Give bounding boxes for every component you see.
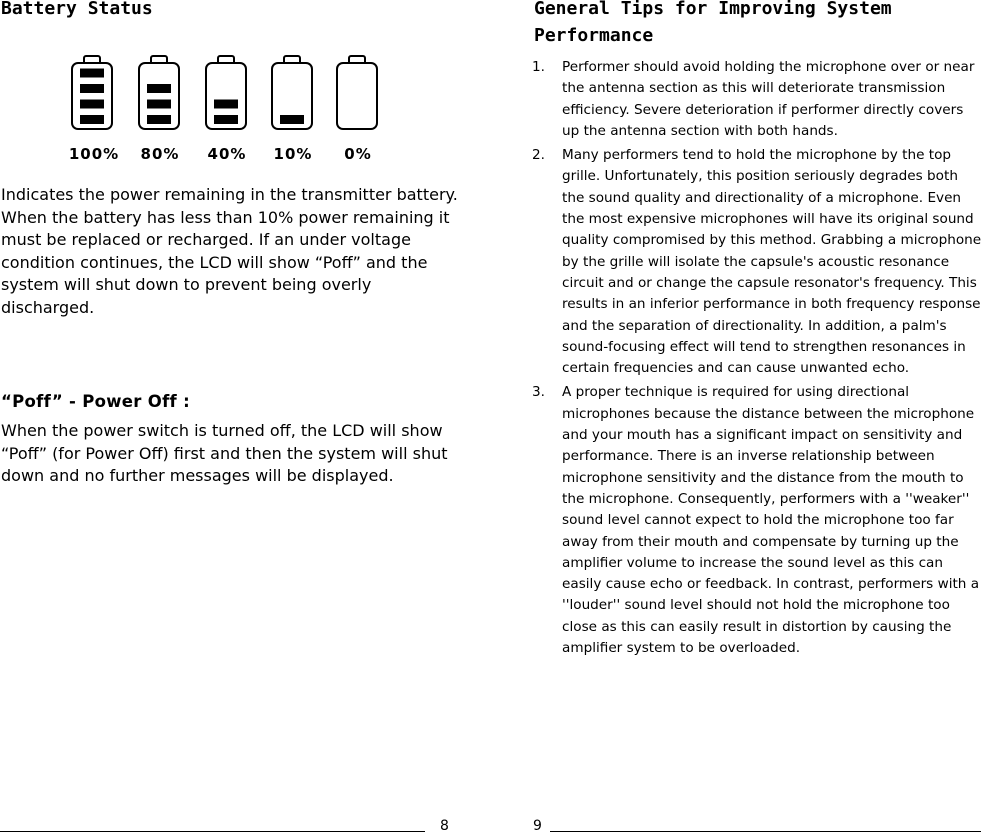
right-footer-rule: [550, 831, 981, 832]
left-footer-rule: [0, 831, 425, 832]
tips-heading: General Tips for Improving System Performance: [534, 0, 892, 46]
tip-number: 1.: [532, 59, 545, 75]
battery-charge-bar: [147, 115, 171, 124]
tip-number: 2.: [532, 147, 545, 164]
battery-charge-bar: [214, 100, 238, 109]
tip-text: Performer should avoid holding the microphone over or near the antenna section as this will deteriorate transmission efficiency. Severe deterioration if performer directly covers up the antenna section with both hands.: [562, 59, 975, 139]
battery-charge-bar: [147, 100, 171, 109]
battery-icon-10: [270, 55, 314, 131]
battery-description: Indicates the power remaining in the transmitter battery. When the battery has less than 10% power remaining it must be replaced or recharged. If an under voltage condition continues, the LCD will show “Poff” and the system will shut down to prevent being overly discharged.: [1, 185, 458, 317]
battery-charge-bar: [280, 115, 304, 124]
tip-text: Many performers tend to hold the microphone by the top grille. Unfortunately, this position seriously degrades both the sound quality and directionality of a microphone. Even the most expensive microphones will have its original sound quality compromised by this method. Grabbing a microphone by the grille will isolate the capsule's acoustic resonance circuit and or change the capsule resonator's frequency. This results in an inferior performance in both frequency response and the separation of directionality. In addition, a palm's sound-focusing effect will tend to strengthen resonances in certain frequencies and can cause unwanted echo.: [562, 147, 981, 377]
battery-level-legend: [70, 55, 390, 165]
battery-svg: [204, 55, 248, 131]
battery-body: [337, 63, 377, 129]
poff-description: When the power switch is turned off, the LCD will show “Poff” (for Power Off) first and then the system will shut down and no further messages will be displayed.: [1, 421, 448, 485]
battery-charge-bar: [147, 84, 171, 93]
battery-label-80: 80%: [140, 145, 180, 163]
battery-label-100: 100%: [68, 145, 120, 163]
battery-charge-bar: [80, 69, 104, 78]
battery-icon-100: [70, 55, 114, 131]
tip-item: [530, 145, 981, 379]
tips-list: [530, 57, 981, 662]
battery-svg: [270, 55, 314, 131]
tip-text: A proper technique is required for using directional microphones because the distance between the microphone and your mouth has a significant impact on sensitivity and performance. There is an inverse relationship between microphone sensitivity and the distance from the mouth to the microphone. Consequently, performers with a ''weaker'' sound level cannot expect to hold the microphone too far away from their mouth and compensate by turning up the amplifier volume to increase the sound level as this can easily cause echo or feedback. In contrast, performers with a ''louder'' sound level should not hold the microphone too close as this can easily result in distortion by causing the amplifier system to be overloaded.: [562, 384, 980, 657]
battery-charge-bar: [80, 115, 104, 124]
battery-svg: [70, 55, 114, 131]
battery-charge-bar: [214, 115, 238, 124]
battery-icon-80: [137, 55, 181, 131]
poff-heading: “Poff” - Power Off :: [1, 392, 190, 411]
tip-number: 3.: [532, 384, 545, 401]
battery-svg: [335, 55, 379, 131]
left-page-number: 8: [440, 818, 449, 834]
tip-item: [530, 382, 981, 659]
tip-item: [530, 57, 981, 142]
battery-status-heading: Battery Status: [1, 0, 153, 19]
battery-charge-bar: [80, 100, 104, 109]
right-page-number: 9: [533, 818, 542, 834]
battery-svg: [137, 55, 181, 131]
battery-icon-40: [204, 55, 248, 131]
battery-label-0: 0%: [344, 145, 372, 163]
battery-label-40: 40%: [207, 145, 247, 163]
battery-icon-0: [335, 55, 379, 131]
battery-label-10: 10%: [273, 145, 313, 163]
battery-charge-bar: [80, 84, 104, 93]
